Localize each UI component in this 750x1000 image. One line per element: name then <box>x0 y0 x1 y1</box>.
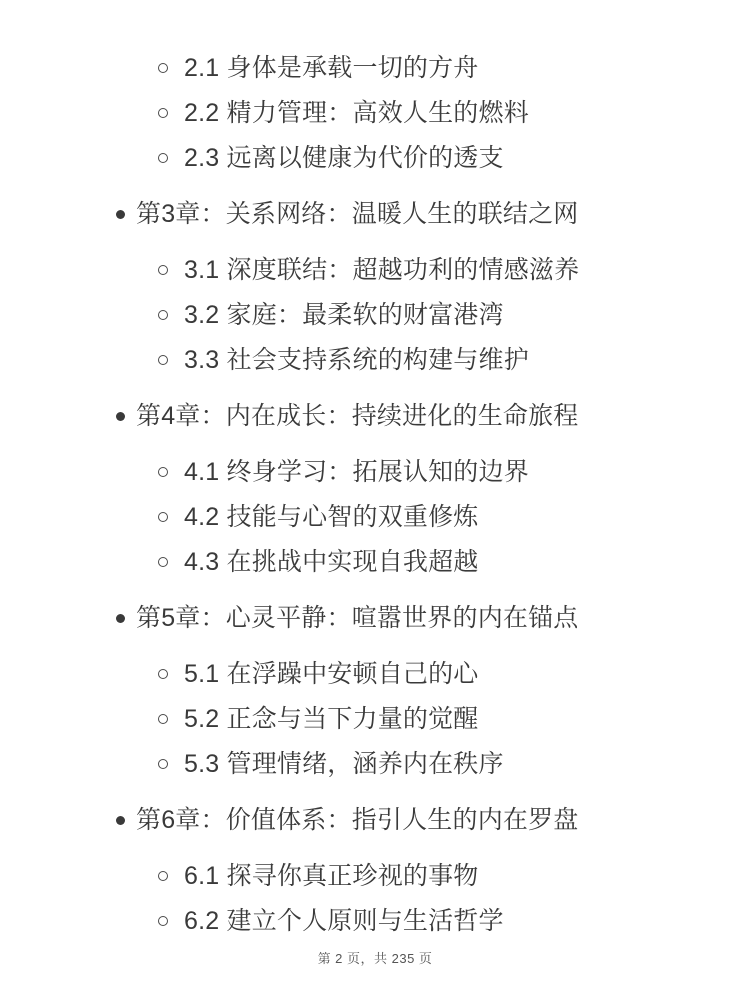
circle-bullet-icon <box>158 916 168 926</box>
toc-item-label: 6.2 建立个人原则与生活哲学 <box>184 907 504 935</box>
toc-item-label: 2.2 精力管理：高效人生的燃料 <box>184 99 529 127</box>
toc-item-chapter <box>0 602 750 634</box>
toc-item-chapter <box>0 198 750 230</box>
toc-item-label: 第6章：价值体系：指引人生的内在罗盘 <box>136 806 579 834</box>
toc-item-section <box>0 142 750 174</box>
toc-item-section <box>0 52 750 84</box>
toc-item-section <box>0 703 750 735</box>
toc-item-section <box>0 299 750 331</box>
toc-item-label: 第4章：内在成长：持续进化的生命旅程 <box>136 402 579 430</box>
circle-bullet-icon <box>158 153 168 163</box>
disc-bullet-icon <box>116 412 125 421</box>
toc-item-section <box>0 344 750 376</box>
circle-bullet-icon <box>158 467 168 477</box>
circle-bullet-icon <box>158 871 168 881</box>
toc-item-label: 2.3 远离以健康为代价的透支 <box>184 144 504 172</box>
toc-item-label: 6.1 探寻你真正珍视的事物 <box>184 862 479 890</box>
toc-item-label: 第3章：关系网络：温暖人生的联结之网 <box>136 200 579 228</box>
circle-bullet-icon <box>158 669 168 679</box>
circle-bullet-icon <box>158 557 168 567</box>
toc-item-section <box>0 501 750 533</box>
toc-item-label: 4.2 技能与心智的双重修炼 <box>184 503 479 531</box>
toc-item-section <box>0 456 750 488</box>
disc-bullet-icon <box>116 210 125 219</box>
toc-item-section <box>0 860 750 892</box>
toc-item-section <box>0 97 750 129</box>
disc-bullet-icon <box>116 816 125 825</box>
toc-item-label: 3.2 家庭：最柔软的财富港湾 <box>184 301 504 329</box>
toc-item-label: 4.3 在挑战中实现自我超越 <box>184 548 479 576</box>
toc-item-section <box>0 254 750 286</box>
circle-bullet-icon <box>158 512 168 522</box>
toc-item-label: 5.2 正念与当下力量的觉醒 <box>184 705 479 733</box>
toc-item-section <box>0 748 750 780</box>
circle-bullet-icon <box>158 310 168 320</box>
toc-item-label: 5.3 管理情绪，涵养内在秩序 <box>184 750 504 778</box>
toc-item-label: 3.3 社会支持系统的构建与维护 <box>184 346 529 374</box>
circle-bullet-icon <box>158 63 168 73</box>
toc-item-chapter <box>0 400 750 432</box>
toc-item-label: 3.1 深度联结：超越功利的情感滋养 <box>184 256 580 284</box>
circle-bullet-icon <box>158 108 168 118</box>
toc-item-label: 4.1 终身学习：拓展认知的边界 <box>184 458 529 486</box>
toc-item-section <box>0 546 750 578</box>
disc-bullet-icon <box>116 614 125 623</box>
page-footer <box>0 950 750 968</box>
toc-item-chapter <box>0 804 750 836</box>
toc-item-section <box>0 905 750 937</box>
circle-bullet-icon <box>158 714 168 724</box>
page-number-label: 第 2 页，共 235 页 <box>317 951 433 966</box>
circle-bullet-icon <box>158 355 168 365</box>
toc-item-label: 2.1 身体是承载一切的方舟 <box>184 54 479 82</box>
toc-item-label: 第5章：心灵平静：喧嚣世界的内在锚点 <box>136 604 579 632</box>
toc-item-label: 5.1 在浮躁中安顿自己的心 <box>184 660 479 688</box>
circle-bullet-icon <box>158 265 168 275</box>
circle-bullet-icon <box>158 759 168 769</box>
toc-item-section <box>0 658 750 690</box>
